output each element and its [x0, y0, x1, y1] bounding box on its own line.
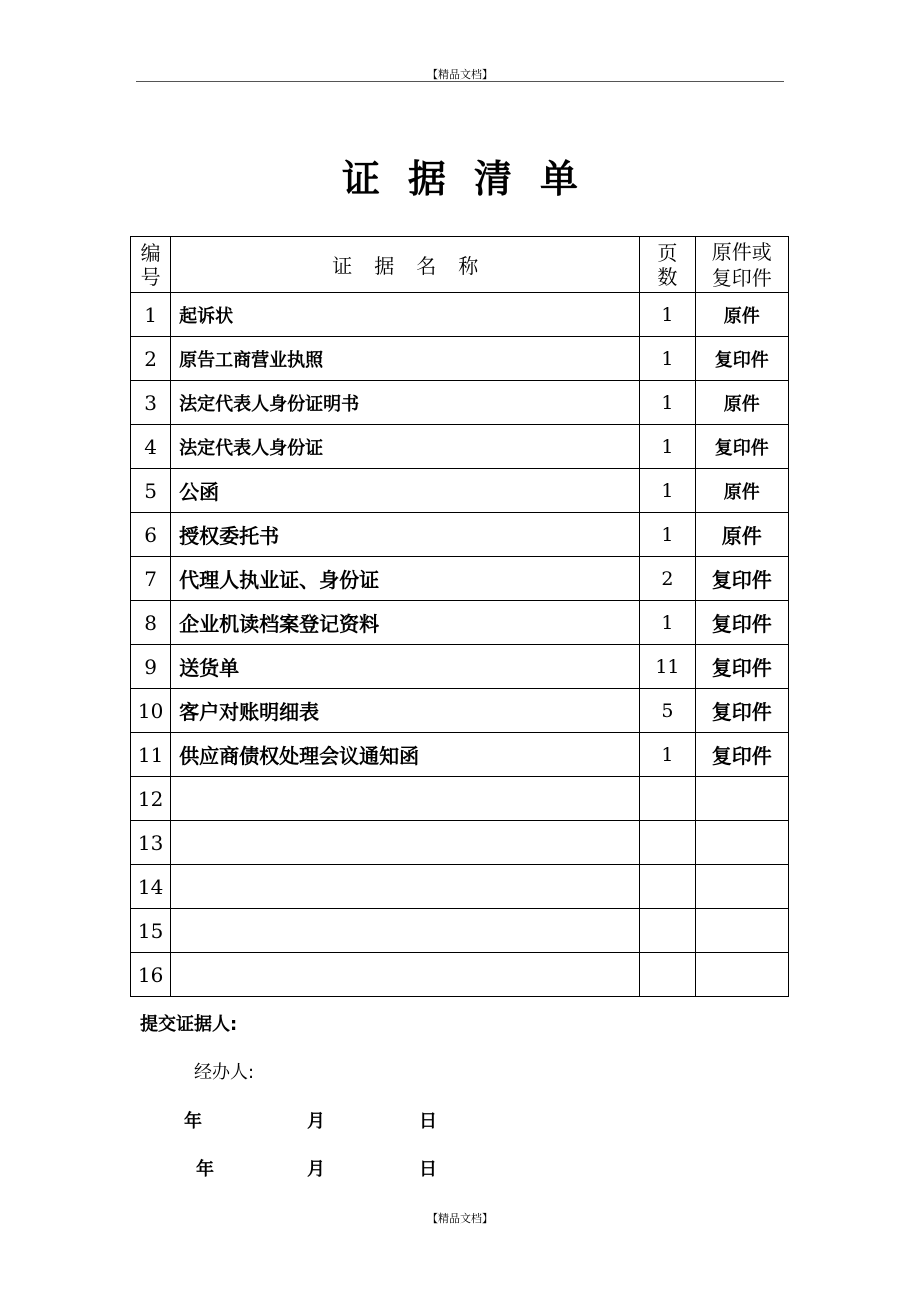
- evidence-name: [171, 865, 640, 909]
- row-number: 15: [131, 909, 171, 953]
- table-header-row: [131, 237, 789, 293]
- row-number: 8: [131, 601, 171, 645]
- table-row: [131, 733, 789, 777]
- row-number: 13: [131, 821, 171, 865]
- table-row: [131, 293, 789, 337]
- table-row: [131, 557, 789, 601]
- day-label: 日: [419, 1111, 437, 1132]
- table-row: [131, 645, 789, 689]
- row-number: 11: [131, 733, 171, 777]
- page-count: [640, 777, 695, 821]
- page-count: [640, 865, 695, 909]
- original-or-copy: [695, 865, 788, 909]
- original-or-copy: 复印件: [695, 645, 788, 689]
- original-or-copy: [695, 777, 788, 821]
- page-count: [640, 909, 695, 953]
- table-row: [131, 469, 789, 513]
- row-number: 4: [131, 425, 171, 469]
- original-or-copy: 原件: [695, 469, 788, 513]
- page-count: 1: [640, 337, 695, 381]
- header-divider: [136, 81, 784, 82]
- evidence-name: [171, 953, 640, 997]
- original-or-copy: 复印件: [695, 557, 788, 601]
- table-row: [131, 777, 789, 821]
- month-label: 月: [307, 1111, 325, 1132]
- table-row: [131, 821, 789, 865]
- page-count: [640, 953, 695, 997]
- table-row: [131, 601, 789, 645]
- header-type-line1: 原件或: [711, 239, 772, 264]
- row-number: 7: [131, 557, 171, 601]
- original-or-copy: [695, 953, 788, 997]
- row-number: 10: [131, 689, 171, 733]
- evidence-name: 送货单: [171, 645, 640, 689]
- original-or-copy: [695, 821, 788, 865]
- page-count: 1: [640, 293, 695, 337]
- page-count: 5: [640, 689, 695, 733]
- table-row: [131, 953, 789, 997]
- page-count: 1: [640, 733, 695, 777]
- row-number: 12: [131, 777, 171, 821]
- evidence-name: 企业机读档案登记资料: [171, 601, 640, 645]
- original-or-copy: 原件: [695, 513, 788, 557]
- evidence-table: [130, 236, 789, 997]
- evidence-name: 法定代表人身份证明书: [171, 381, 640, 425]
- original-or-copy: 复印件: [695, 689, 788, 733]
- original-or-copy: 复印件: [695, 733, 788, 777]
- table-row: [131, 337, 789, 381]
- evidence-name: [171, 821, 640, 865]
- original-or-copy: [695, 909, 788, 953]
- original-or-copy: 复印件: [695, 337, 788, 381]
- original-or-copy: 原件: [695, 293, 788, 337]
- month-label: 月: [307, 1159, 325, 1180]
- year-label: 年: [196, 1159, 214, 1180]
- table-row: [131, 909, 789, 953]
- original-or-copy: 原件: [695, 381, 788, 425]
- page-count: 2: [640, 557, 695, 601]
- page-header: 【精品文档】: [427, 68, 493, 81]
- evidence-name: 起诉状: [171, 293, 640, 337]
- evidence-name: 客户对账明细表: [171, 689, 640, 733]
- original-or-copy: 复印件: [695, 425, 788, 469]
- original-or-copy: 复印件: [695, 601, 788, 645]
- evidence-name: [171, 777, 640, 821]
- header-pages-line2: 数: [657, 264, 678, 289]
- header-pages-line1: 页: [657, 240, 678, 265]
- header-type-line2: 复印件: [711, 265, 772, 290]
- evidence-name: 法定代表人身份证: [171, 425, 640, 469]
- handler-label: 经办人:: [194, 1062, 255, 1083]
- submitter-label: 提交证据人:: [140, 1014, 238, 1035]
- table-row: [131, 865, 789, 909]
- evidence-name: 原告工商营业执照: [171, 337, 640, 381]
- page-count: 1: [640, 469, 695, 513]
- evidence-name: 供应商债权处理会议通知函: [171, 733, 640, 777]
- row-number: 9: [131, 645, 171, 689]
- table-row: [131, 689, 789, 733]
- row-number: 16: [131, 953, 171, 997]
- header-number-line2: 号: [140, 264, 161, 289]
- page-count: 1: [640, 381, 695, 425]
- page-count: 11: [640, 645, 695, 689]
- header-number-line1: 编: [140, 240, 161, 265]
- row-number: 5: [131, 469, 171, 513]
- page-count: [640, 821, 695, 865]
- page-count: 1: [640, 601, 695, 645]
- row-number: 14: [131, 865, 171, 909]
- page-count: 1: [640, 425, 695, 469]
- row-number: 3: [131, 381, 171, 425]
- table-row: [131, 425, 789, 469]
- date-line-1: [0, 1107, 920, 1131]
- table-row: [131, 381, 789, 425]
- document-title: 证据清单: [341, 157, 606, 201]
- evidence-name: 代理人执业证、身份证: [171, 557, 640, 601]
- year-label: 年: [184, 1111, 202, 1132]
- header-evidence-name: 证据名称: [171, 237, 640, 293]
- table-row: [131, 513, 789, 557]
- page-count: 1: [640, 513, 695, 557]
- row-number: 1: [131, 293, 171, 337]
- evidence-name: [171, 909, 640, 953]
- header-original-or-copy: [695, 237, 788, 293]
- evidence-name: 公函: [171, 469, 640, 513]
- header-pages: [640, 237, 695, 293]
- row-number: 6: [131, 513, 171, 557]
- day-label: 日: [419, 1159, 437, 1180]
- page-footer: 【精品文档】: [427, 1212, 493, 1225]
- date-line-2: [0, 1155, 920, 1179]
- evidence-name: 授权委托书: [171, 513, 640, 557]
- row-number: 2: [131, 337, 171, 381]
- header-number: [131, 237, 171, 293]
